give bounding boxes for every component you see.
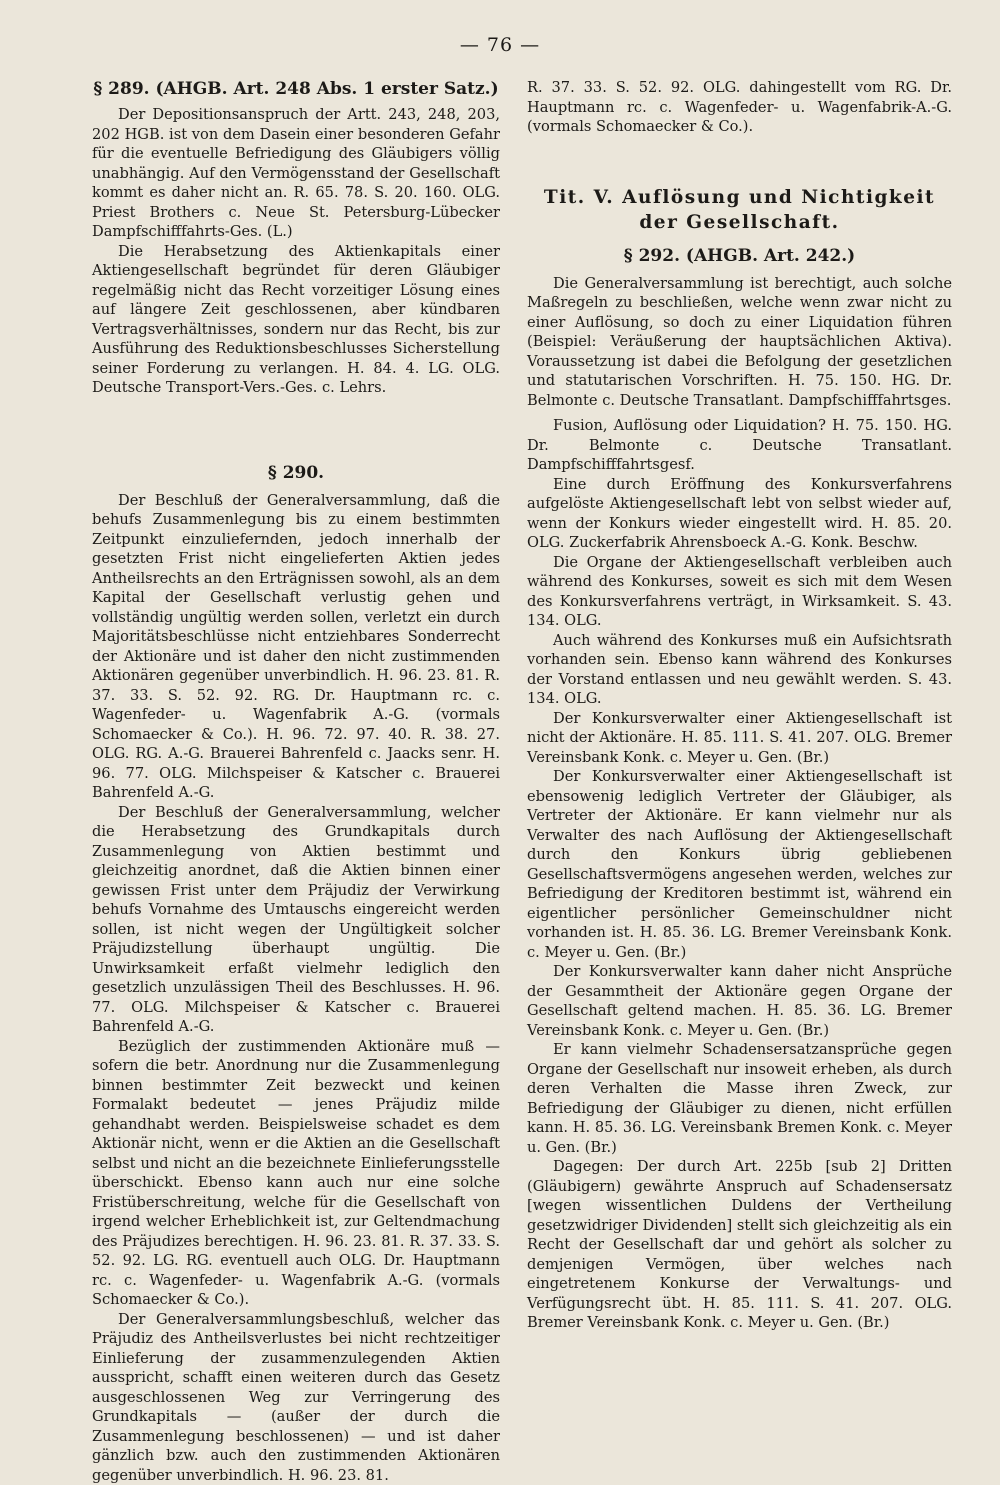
section-289-heading: § 289. (AHGB. Art. 248 Abs. 1 erster Satz.) [92, 78, 500, 100]
section-292-heading: § 292. (AHGB. Art. 242.) [527, 245, 952, 267]
paragraph: Der Konkursverwalter einer Aktiengesellschaft ist nicht der Aktionäre. H. 85. 111. S. 41. 207. OLG. Bremer Vereinsbank Konk. c. Meyer u. Gen. (Br.) [527, 709, 952, 768]
paragraph: Dagegen: Der durch Art. 225b [sub 2] Dritten (Gläubigern) gewährte Anspruch auf Schadensersatz [wegen wissentlichen Duldens der Vertheilung gesetzwidriger Dividenden] stellt sich gleichzeitig als ein Recht der Gesellschaft dar und gehört als solcher zu demjenigen Vermögen, über welches nach eingetretenem Konkurse der Verwaltungs- und Verfügungsrecht übt. H. 85. 111. S. 41. 207. OLG. Bremer Vereinsbank Konk. c. Meyer u. Gen. (Br.) [527, 1157, 952, 1333]
paragraph: Fusion, Auflösung oder Liquidation? H. 75. 150. HG. Dr. Belmonte c. Deutsche Transatlant. Dampfschifffahrtsgesf. [527, 416, 952, 475]
left-column [92, 78, 500, 1318]
paragraph: Auch während des Konkurses muß ein Aufsichtsrath vorhanden sein. Ebenso kann während des Konkurses der Vorstand entlassen und neu gewählt werden. S. 43. 134. OLG. [527, 631, 952, 709]
spacer [527, 137, 952, 173]
paragraph-continuation: R. 37. 33. S. 52. 92. OLG. dahingestellt vom RG. Dr. Hauptmann rc. c. Wagenfeder- u. Wagenfabrik-A.-G. (vormals Schomaecker & Co.). [527, 78, 952, 137]
paragraph: Der Generalversammlungsbeschluß, welcher das Präjudiz des Antheilsverlustes bei nicht rechtzeitiger Einlieferung der zusammenzulegenden Aktien ausspricht, schafft einen weiteren durch das Gesetz ausgeschlossenen Weg zur Verringerung des Grundkapitals — (außer der durch die Zusammenlegung beschlossenen) — und ist daher gänzlich bzw. auch den zustimmenden Aktionären gegenüber unverbindlich. H. 96. 23. 81. [92, 1310, 500, 1485]
page-number: — 76 — [0, 34, 1000, 56]
paragraph: Er kann vielmehr Schadensersatzansprüche gegen Organe der Gesellschaft nur insoweit erheben, als durch deren Verhalten die Masse ihren Zweck, zur Befriedigung der Gläubiger zu dienen, nicht erfüllen kann. H. 85. 36. LG. Vereinsbank Bremen Konk. c. Meyer u. Gen. (Br.) [527, 1040, 952, 1157]
paragraph: Eine durch Eröffnung des Konkursverfahrens aufgelöste Aktiengesellschaft lebt von selbst wieder auf, wenn der Konkurs wieder eingestellt wird. H. 85. 20. OLG. Zuckerfabrik Ahrensboeck A.-G. Konk. Beschw. [527, 475, 952, 553]
paragraph: Die Herabsetzung des Aktienkapitals einer Aktiengesellschaft begründet für deren Gläubiger regelmäßig nicht das Recht vorzeitiger Lösung eines auf längere Zeit geschlossenen, aber kündbaren Vertragsverhältnisses, sondern nur das Recht, bis zur Ausführung des Reduktionsbeschlusses Sicherstellung seiner Forderung zu verlangen. H. 84. 4. LG. OLG. Deutsche Transport-Vers.-Ges. c. Lehrs. [92, 242, 500, 398]
paragraph: Der Beschluß der Generalversammlung, daß die behufs Zusammenlegung bis zu einem bestimmten Zeitpunkt einzuliefernden, jedoch innerhalb der gesetzten Frist nicht eingelieferten Aktien jedes Antheilsrechts an den Erträgnissen sowohl, als an dem Kapital der Gesellschaft verlustig gehen und vollständig ungültig werden sollen, verletzt ein durch Majoritätsbeschlüsse nicht entziehbares Sonderrecht der Aktionäre und ist daher den nicht zustimmenden Aktionären gegenüber unverbindlich. H. 96. 23. 81. R. 37. 33. S. 52. 92. RG. Dr. Hauptmann rc. c. Wagenfeder- u. Wagenfabrik A.-G. (vormals Schomaecker & Co.). H. 96. 72. 97. 40. R. 38. 27. OLG. RG. A.-G. Brauerei Bahrenfeld c. Jaacks senr. H. 96. 77. OLG. Milchspeiser & Katscher c. Brauerei Bahrenfeld A.-G. [92, 491, 500, 803]
spacer [92, 398, 500, 452]
paragraph: Die Organe der Aktiengesellschaft verbleiben auch während des Konkurses, soweit es sich mit dem Wesen des Konkursverfahrens verträgt, in Wirksamkeit. S. 43. 134. OLG. [527, 553, 952, 631]
paragraph: Der Beschluß der Generalversammlung, welcher die Herabsetzung des Grundkapitals durch Zusammenlegung von Aktien bestimmt und gleichzeitig anordnet, daß die Aktien binnen einer gewissen Frist unter dem Präjudiz der Verwirkung behufs Vornahme des Umtauschs eingereicht werden sollen, ist nicht wegen der Ungültigkeit solcher Präjudizstellung überhaupt ungültig. Die Unwirksamkeit erfaßt vielmehr lediglich den gesetzlich unzulässigen Theil des Beschlusses. H. 96. 77. OLG. Milchspeiser & Katscher c. Brauerei Bahrenfeld A.-G. [92, 803, 500, 1037]
section-290-heading: § 290. [92, 462, 500, 484]
paragraph: Bezüglich der zustimmenden Aktionäre muß — sofern die betr. Anordnung nur die Zusammenlegung binnen bestimmter Zeit bezweckt und keinen Formalakt bedeutet — jenes Präjudiz milde gehandhabt werden. Beispielsweise schadet es dem Aktionär nicht, wenn er die Aktien an die Gesellschaft selbst und nicht an die bezeichnete Einlieferungsstelle überschickt. Ebenso kann auch nur eine solche Fristüberschreitung, welche für die Gesellschaft von irgend welcher Erheblichkeit ist, zur Geltendmachung des Präjudizes berechtigen. H. 96. 23. 81. R. 37. 33. S. 52. 92. LG. RG. eventuell auch OLG. Dr. Hauptmann rc. c. Wagenfeder- u. Wagenfabrik A.-G. (vormals Schomaecker & Co.). [92, 1037, 500, 1310]
title-v-heading: Tit. V. Auflösung und Nichtigkeit der Gesellschaft. [527, 185, 952, 235]
right-column [527, 78, 952, 1318]
paragraph: Der Konkursverwalter einer Aktiengesellschaft ist ebensowenig lediglich Vertreter der Gläubiger, als Vertreter der Aktionäre. Er kann vielmehr nur als Verwalter des nach Auflösung der Aktiengesellschaft durch den Konkurs übrig gebliebenen Gesellschaftsvermögens angesehen werden, welches zur Befriedigung der Kreditoren bestimmt ist, während ein eigentlicher persönlicher Gemeinschuldner nicht vorhanden ist. H. 85. 36. LG. Bremer Vereinsbank Konk. c. Meyer u. Gen. (Br.) [527, 767, 952, 962]
paragraph: Der Depositionsanspruch der Artt. 243, 248, 203, 202 HGB. ist von dem Dasein einer besonderen Gefahr für die eventuelle Befriedigung des Gläubigers völlig unabhängig. Auf den Vermögensstand der Gesellschaft kommt es daher nicht an. R. 65. 78. S. 20. 160. OLG. Priest Brothers c. Neue St. Petersburg-Lübecker Dampfschifffahrts-Ges. (L.) [92, 105, 500, 242]
paragraph: Der Konkursverwalter kann daher nicht Ansprüche der Gesammtheit der Aktionäre gegen Organe der Gesellschaft geltend machen. H. 85. 36. LG. Bremer Vereinsbank Konk. c. Meyer u. Gen. (Br.) [527, 962, 952, 1040]
paragraph: Die Generalversammlung ist berechtigt, auch solche Maßregeln zu beschließen, welche wenn zwar nicht zu einer Auflösung, so doch zu einer Liquidation führen (Beispiel: Veräußerung der hauptsächlichen Aktiva). Voraussetzung ist dabei die Befolgung der gesetzlichen und statutarischen Vorschriften. H. 75. 150. HG. Dr. Belmonte c. Deutsche Transatlant. Dampfschifffahrtsges. [527, 274, 952, 411]
